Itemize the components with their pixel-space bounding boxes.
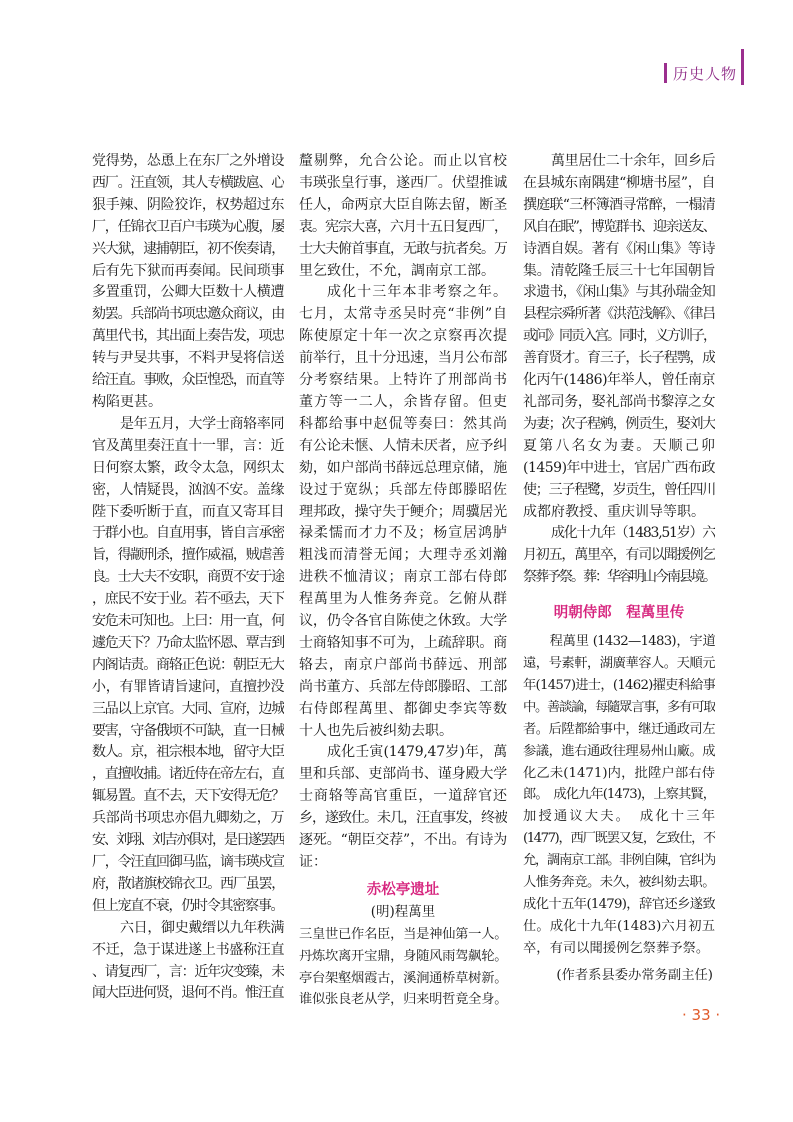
text-line: 善育贤才。育三子，长子程鹗，成 bbox=[523, 350, 715, 367]
text-line: 中。善談論，每隨眾言事，多有可取 bbox=[523, 699, 715, 715]
text-line: 里乞致仕，不允，調南京工部。 bbox=[299, 262, 495, 279]
paragraph bbox=[523, 151, 715, 523]
text-line: 县程宗舜所著《洪范浅解》、《律吕 bbox=[523, 306, 715, 323]
text-line: 丹炼坎离开宝鼎，身随风雨驾飙轮。 bbox=[299, 948, 507, 964]
text-line: 参議，進右通政往理易州山廠。成 bbox=[523, 743, 715, 759]
poem-title: 赤松亭遗址 bbox=[366, 881, 440, 898]
text-line: 后有先下狱而再奏闻。民间琐事 bbox=[92, 262, 284, 279]
text-line: 化丙午(1486)年举人，曾任南京 bbox=[523, 372, 715, 389]
text-line: 衷。宪宗大喜，六月十五日复西厂， bbox=[299, 218, 507, 235]
text-line: 夏第八名女为妻。天顺己卯 bbox=[523, 437, 715, 454]
text-line: 兴大狱，逮捕朝臣，初不俟奏请， bbox=[92, 240, 284, 257]
text-line: 三皇世已作名臣，当是神仙第一人。 bbox=[299, 926, 507, 942]
text-line: 内阁诘责。商辂正色说：朝臣无大 bbox=[92, 656, 284, 673]
text-line: 成都府教授、重庆训导等职。 bbox=[523, 503, 705, 520]
text-line: (1459)年中进士，官居广西布政 bbox=[523, 459, 715, 476]
text-line: 乡，遂致仕。未几，汪直事发，终被 bbox=[299, 810, 507, 827]
text-line: 构陷更甚。 bbox=[92, 393, 162, 410]
text-line: 右侍郎程萬里、都御史李宾等数 bbox=[299, 700, 507, 717]
text-line: 士商辂等高官重臣，一道辞官还 bbox=[299, 788, 507, 805]
text-line: 风自在眠”，博览群书、迎亲送友、 bbox=[523, 218, 715, 235]
text-line: 董方等一二人，余皆存留。但吏 bbox=[299, 393, 507, 410]
text-line: 撰庭联“三杯簿酒寻常醉，一榻清 bbox=[523, 196, 715, 213]
text-line: 釐剔弊，允合公论。而止以官校 bbox=[299, 153, 507, 169]
text-line: 礼部司务，娶礼部尚书黎淳之女 bbox=[523, 393, 715, 410]
text-line: 是年五月，大学士商辂率同 bbox=[120, 415, 284, 432]
header-bar bbox=[664, 63, 667, 83]
text-line: 月初五，萬里卒，有司以聞援例乞 bbox=[523, 547, 715, 564]
text-line: 劾，如户部尚书薛远总理京储，施 bbox=[299, 459, 507, 476]
text-line: 尚书董方、兵部左侍郎滕昭、工部 bbox=[299, 678, 507, 695]
biography-text bbox=[523, 631, 715, 960]
text-line: 安危未可知也。上曰：用一直，何 bbox=[92, 613, 284, 630]
text-line: 转与尹旻共事，不料尹旻将信送 bbox=[92, 350, 284, 367]
text-line: 谁似张良老从学，归来明哲竟全身。 bbox=[299, 992, 507, 1008]
author-note: (作者系县委办常务副主任) bbox=[556, 967, 713, 983]
text-line: 加授通议大夫。 成化十三年 bbox=[523, 809, 715, 825]
text-line: 使；三子程鹭，岁贡生，曾任四川 bbox=[523, 481, 715, 498]
text-line: 人惟务奔竞。未久，被纠劾去职。 bbox=[523, 875, 715, 891]
text-line: 者。后陞都給事中，继迁通政司左 bbox=[523, 721, 715, 737]
poem bbox=[299, 924, 507, 1012]
text-line: 进秩不恤清议；南京工部右侍郎 bbox=[299, 569, 507, 586]
text-line: ，直擅收捕。诸近侍在帝左右，直 bbox=[92, 766, 284, 783]
text-line: 成化十五年(1479)，辞官还乡遂致 bbox=[523, 897, 715, 912]
text-line: 科都给事中赵侃等奏曰：然其尚 bbox=[299, 415, 507, 432]
text-line: 党得势，怂恿上在东厂之外增设 bbox=[92, 153, 284, 169]
paragraph bbox=[299, 282, 507, 742]
paragraph bbox=[299, 742, 507, 873]
text-line: 萬里居仕二十余年，回乡后 bbox=[551, 153, 715, 169]
text-line: 逐死。“朝臣交荐”，不出。有诗为 bbox=[299, 832, 507, 849]
text-line: 官及萬里奏汪直十一罪，言：近 bbox=[92, 437, 284, 454]
text-line: 里和兵部、吏部尚书、谨身殿大学 bbox=[299, 766, 507, 783]
section-header bbox=[664, 48, 744, 86]
biography-heading: 明朝侍郎 程萬里传 bbox=[553, 605, 685, 622]
text-line: 程萬里为人惟务奔竞。乞俯从群 bbox=[299, 591, 507, 608]
text-line: 分考察结果。上特许了刑部尚书 bbox=[299, 372, 507, 389]
page-number: · 33 · bbox=[682, 1006, 721, 1024]
text-line: 成化壬寅(1479,47岁)年，萬 bbox=[327, 744, 507, 761]
text-line: 韦瑛张皇行事，遂西厂。伏望推诚 bbox=[299, 174, 507, 191]
text-line: 遽危天下？乃命太监怀恩、覃吉到 bbox=[92, 634, 284, 651]
text-line: 厂，令汪直回御马监，谪韦瑛戍宣 bbox=[92, 854, 284, 870]
paragraph bbox=[92, 414, 284, 918]
text-line: 卒，有司以聞援例乞祭葬予祭。 bbox=[523, 940, 710, 956]
text-line: 陈使原定十年一次之京察再次提 bbox=[299, 328, 507, 345]
header-divider bbox=[741, 49, 744, 85]
text-line: 密，人情疑畏，汹汹不安。盖缘 bbox=[92, 481, 284, 498]
text-line: 任人，命两京大臣自陈去留，断圣 bbox=[299, 196, 507, 213]
text-line: 狠手辣、阴险狡诈，权势超过东 bbox=[92, 196, 284, 213]
column-1 bbox=[92, 151, 284, 1005]
text-line: 多置重罚，公卿大臣数十人横遭 bbox=[92, 284, 284, 301]
paragraph bbox=[523, 523, 715, 589]
text-line: 设过于宽纵；兵部左侍郎滕昭佐 bbox=[299, 481, 507, 498]
paragraph bbox=[299, 151, 507, 282]
text-line: 良。士大夫不安职，商贾不安于途 bbox=[92, 569, 284, 586]
text-line: 诗酒自娱。著有《闲山集》等诗 bbox=[523, 240, 715, 257]
text-line: 前举行，且十分迅速，当月公布部 bbox=[299, 350, 507, 367]
text-line: 仕。成化十九年(1483)六月初五 bbox=[523, 918, 715, 934]
text-line: 证： bbox=[299, 854, 327, 870]
text-line: 士商辂知事不可为，上疏辞职。商 bbox=[299, 634, 507, 651]
text-line: 日何察太繁，政令太急，网织太 bbox=[92, 459, 284, 476]
text-line: 十人也先后被纠劾去职。 bbox=[299, 722, 453, 739]
text-line: 西厂。汪直领，其人专横跋扈、心 bbox=[92, 174, 284, 191]
text-line: 求遗书，《闲山集》与其孙瑞金知 bbox=[523, 284, 715, 301]
column-3 bbox=[523, 151, 715, 986]
paragraph bbox=[92, 918, 284, 1006]
text-line: 不迁，急于谋进遂上书盛称汪直 bbox=[92, 941, 284, 958]
text-line: 小，有罪皆请旨逮问，直擅抄没 bbox=[92, 678, 284, 695]
text-line: 于群小也。自直用事，皆自言承密 bbox=[92, 525, 284, 542]
text-line: 在县城东南隅建“柳塘书屋”，自 bbox=[523, 174, 715, 191]
text-line: 禄柔懦而才力不及；杨宣居鸿胪 bbox=[299, 525, 507, 542]
text-line: 有公论未惬、人情未厌者，应予纠 bbox=[299, 437, 507, 454]
text-line: 闻大臣进何贤，退何不肖。惟汪直 bbox=[92, 985, 284, 1002]
text-line: 七月，太常寺丞吴时亮“非例”自 bbox=[299, 306, 507, 323]
column-2 bbox=[299, 151, 507, 1011]
text-line: 三品以上京官。大同、宣府，边城 bbox=[92, 700, 284, 717]
text-line: 厂，任锦衣卫百户韦瑛为心腹，屡 bbox=[92, 218, 284, 235]
text-line: 但上宠直不衰，仍时令其密察事。 bbox=[92, 897, 284, 914]
text-line: 成化十九年（1483,51岁）六 bbox=[551, 525, 715, 542]
text-line: 郎。 成化九年(1473)，上察其賢， bbox=[523, 787, 715, 803]
text-line: 劾罢。兵部尚书项忠邀众商议，由 bbox=[92, 306, 284, 323]
text-line: 六日，御史戴缙以九年秩满 bbox=[120, 919, 284, 936]
text-line: 给汪直。事败，众臣惶恐，而直等 bbox=[92, 372, 284, 389]
text-line: 府，散诸旗校锦衣卫。西厂虽罢， bbox=[92, 875, 284, 892]
text-line: 亭台架壑烟霞古，溪涧通桥草树新。 bbox=[299, 970, 507, 986]
text-line: 、请复西厂，言：近年灾变臻，未 bbox=[92, 963, 284, 980]
text-line: ，庶民不安于业。若不亟去，天下 bbox=[92, 591, 284, 608]
text-line: 辂去，南京户部尚书薛远、刑部 bbox=[299, 656, 507, 673]
text-line: 或问》同贡入宫。同时，义方训子， bbox=[523, 328, 715, 345]
text-line: 为妻；次子程鹓，例贡生，娶刘大 bbox=[523, 415, 715, 432]
paragraph bbox=[92, 151, 284, 414]
text-line: 萬里代书，其出面上奏告发，项忠 bbox=[92, 328, 284, 345]
text-line: 兵部尚书项忠亦倡九卿劾之，万 bbox=[92, 810, 284, 827]
text-line: 要害，守备俄顷不可缺，直一日械 bbox=[92, 722, 284, 739]
text-line: (1477)，西厂既罢又复，乞致仕，不 bbox=[523, 831, 715, 847]
text-line: 允，調南京工部。非例自陳，官纠为 bbox=[523, 853, 715, 869]
text-line: 士大夫俯首事直，无敢与抗者矣。万 bbox=[299, 240, 507, 257]
text-line: 旨，得颛刑杀，擅作威福，贼虐善 bbox=[92, 547, 284, 564]
text-line: 遠，号素軒，湖廣華容人。天順元 bbox=[523, 656, 715, 672]
text-line: 集。清乾隆壬辰三十七年国朝旨 bbox=[523, 262, 715, 279]
text-line: 陛下委听断于直，而直又寄耳目 bbox=[92, 503, 284, 520]
section-title: 历史人物 bbox=[673, 64, 738, 83]
text-line: 辄易置。直不去，天下安得无危？ bbox=[92, 788, 284, 805]
text-line: 粗浅而清誉无闻；大理寺丞刘瀚 bbox=[299, 547, 507, 564]
text-line: 数人。京，祖宗根本地，留守大臣 bbox=[92, 744, 284, 761]
text-line: 年(1457)进士，(1462)擢吏科給事 bbox=[523, 677, 715, 693]
text-line: 祭葬予祭。葬：华容明山今南县境。 bbox=[523, 569, 715, 586]
text-line: 成化十三年本非考察之年。 bbox=[327, 284, 507, 301]
text-line: 理邦政，操守失于鲠介；周骥居光 bbox=[299, 503, 507, 520]
text-line: 议，仍令各官自陈使之休致。大学 bbox=[299, 613, 507, 630]
text-line: 化乙未(1471)内，批陞户部右侍 bbox=[523, 765, 715, 781]
text-line: 安、刘珝、刘吉亦俱对，是日遂罢西 bbox=[92, 832, 284, 849]
text-line: 程萬里 (1432—1483)，宇道 bbox=[549, 634, 715, 650]
poem-author: (明)程萬里 bbox=[370, 903, 436, 920]
